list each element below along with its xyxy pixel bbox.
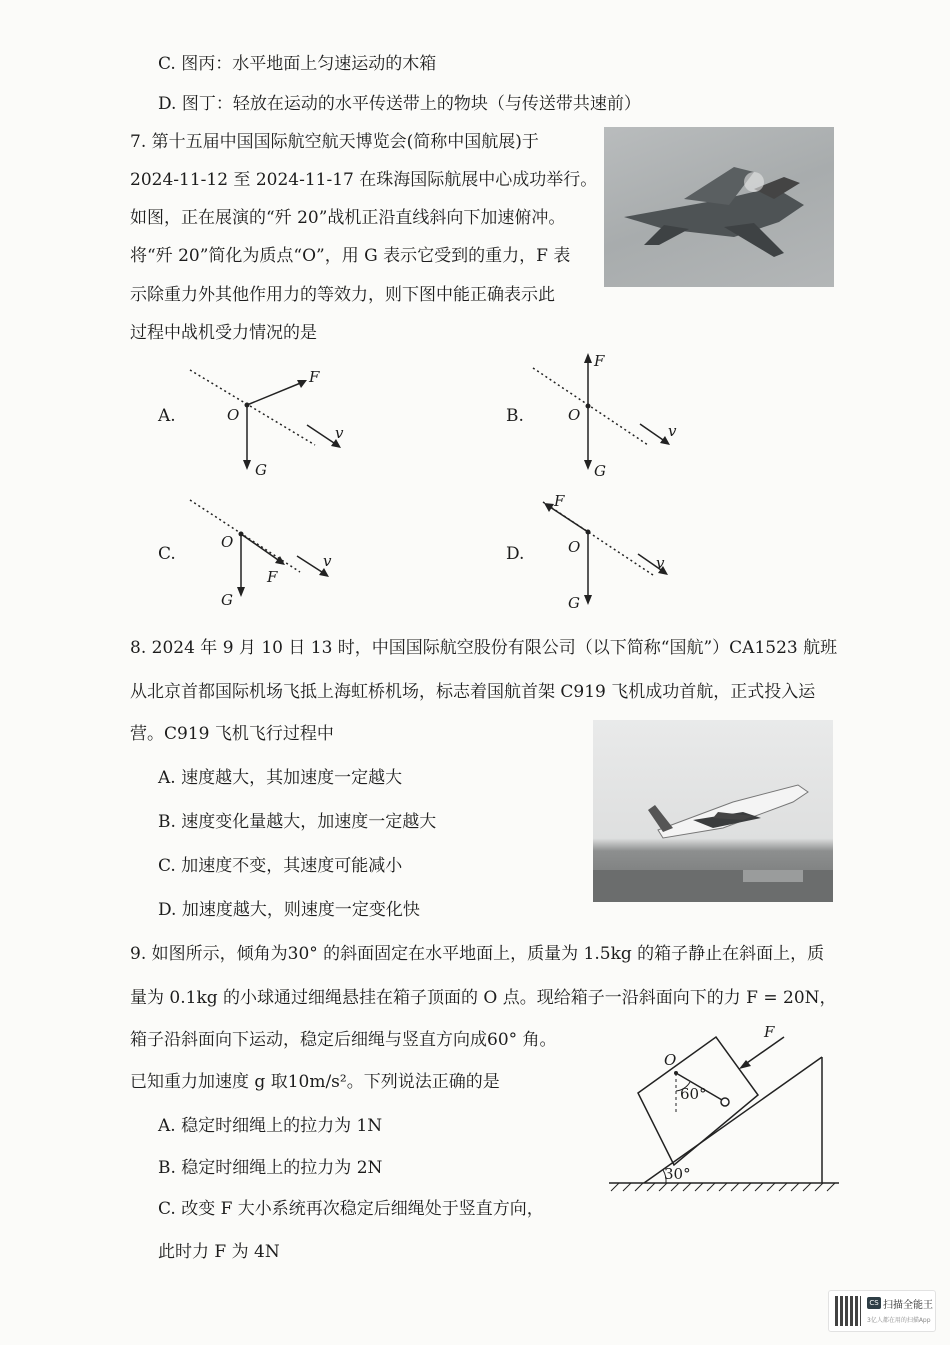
q7-option-d-label: D. — [506, 544, 525, 564]
label-v: v — [656, 554, 665, 572]
q7-diagram-c — [185, 492, 365, 612]
q8-line: 从北京首都国际机场飞抵上海虹桥机场，标志着国航首架 C919 飞机成功首航，正式投入运 — [130, 682, 816, 702]
label-F: F — [309, 368, 320, 386]
q7-line: 如图，正在展演的“歼 20”战机正沿直线斜向下加速俯冲。 — [130, 208, 566, 228]
q9-option: 此时力 F 为 4N — [158, 1242, 280, 1262]
q9-option: A. 稳定时细绳上的拉力为 1N — [158, 1116, 383, 1136]
label-O: O — [221, 533, 234, 551]
fighter-jet-icon — [604, 127, 834, 287]
label-G: G — [221, 591, 233, 609]
q8-option: B. 速度变化量越大，加速度一定越大 — [158, 812, 437, 832]
q7-line: 过程中战机受力情况的是 — [130, 323, 317, 343]
label-v: v — [323, 552, 332, 570]
label-G: G — [594, 462, 606, 480]
q8-option: D. 加速度越大，则速度一定变化快 — [158, 900, 420, 920]
label-angle-30: 30° — [664, 1165, 691, 1183]
q7-line: 将“歼 20”简化为质点“O”，用 G 表示它受到的重力，F 表 — [130, 246, 571, 266]
q6-option-d: D. 图丁：轻放在运动的水平传送带上的物块（与传送带共速前） — [158, 94, 641, 114]
fighter-jet-photo — [604, 127, 834, 287]
q7-option-a-label: A. — [158, 406, 176, 426]
q8-line: 营。C919 飞机飞行过程中 — [130, 724, 334, 744]
label-G: G — [568, 594, 580, 612]
label-O: O — [568, 538, 581, 556]
label-v: v — [668, 422, 677, 440]
scanner-badge — [828, 1290, 936, 1332]
badge-subtitle: 3亿人都在用的扫描App — [867, 1317, 931, 1324]
q9-line: 已知重力加速度 g 取10m/s²。下列说法正确的是 — [130, 1072, 500, 1092]
c919-photo — [593, 720, 833, 902]
label-v: v — [335, 424, 344, 442]
q8-option: A. 速度越大，其加速度一定越大 — [158, 768, 403, 788]
incline-box-diagram — [604, 1015, 844, 1195]
label-F: F — [594, 352, 605, 370]
label-angle-60: 60° — [680, 1085, 707, 1103]
cs-logo-icon: CS — [867, 1297, 881, 1309]
label-O: O — [227, 406, 240, 424]
q8-line: 8. 2024 年 9 月 10 日 13 时，中国国际航空股份有限公司（以下简称“国航”）CA1523 航班 — [130, 638, 838, 658]
q7-diagram-a — [185, 360, 375, 480]
q7-option-c-label: C. — [158, 544, 176, 564]
q9-option: C. 改变 F 大小系统再次稳定后细绳处于竖直方向， — [158, 1199, 544, 1219]
label-F: F — [267, 568, 278, 586]
q9-line: 箱子沿斜面向下运动，稳定后细绳与竖直方向成60° 角。 — [130, 1030, 557, 1050]
label-G: G — [255, 461, 267, 479]
q7-line: 2024-11-12 至 2024-11-17 在珠海国际航展中心成功举行。 — [130, 170, 598, 190]
ground-hatch — [611, 1183, 835, 1191]
q7-diagram-b — [528, 350, 698, 480]
q9-option: B. 稳定时细绳上的拉力为 2N — [158, 1158, 383, 1178]
label-O: O — [568, 406, 581, 424]
q7-line: 示除重力外其他作用力的等效力，则下图中能正确表示此 — [130, 285, 555, 305]
q9-line: 量为 0.1kg 的小球通过细绳悬挂在箱子顶面的 O 点。现给箱子一沿斜面向下的力 F = 20N， — [130, 988, 837, 1008]
label-F: F — [764, 1023, 775, 1041]
q9-line: 9. 如图所示，倾角为30° 的斜面固定在水平地面上，质量为 1.5kg 的箱子静止在斜面上，质 — [130, 944, 825, 964]
label-O: O — [664, 1051, 677, 1069]
q6-option-c: C. 图丙：水平地面上匀速运动的木箱 — [158, 54, 437, 74]
q7-option-b-label: B. — [506, 406, 524, 426]
q7-line: 7. 第十五届中国国际航空航天博览会(简称中国航展)于 — [130, 132, 539, 152]
label-F: F — [554, 492, 565, 510]
q8-option: C. 加速度不变，其速度可能减小 — [158, 856, 403, 876]
airplane-icon — [593, 720, 833, 902]
q7-diagram-d — [528, 490, 698, 615]
qr-code-icon — [835, 1296, 861, 1326]
badge-title: 扫描全能王 — [883, 1300, 933, 1311]
